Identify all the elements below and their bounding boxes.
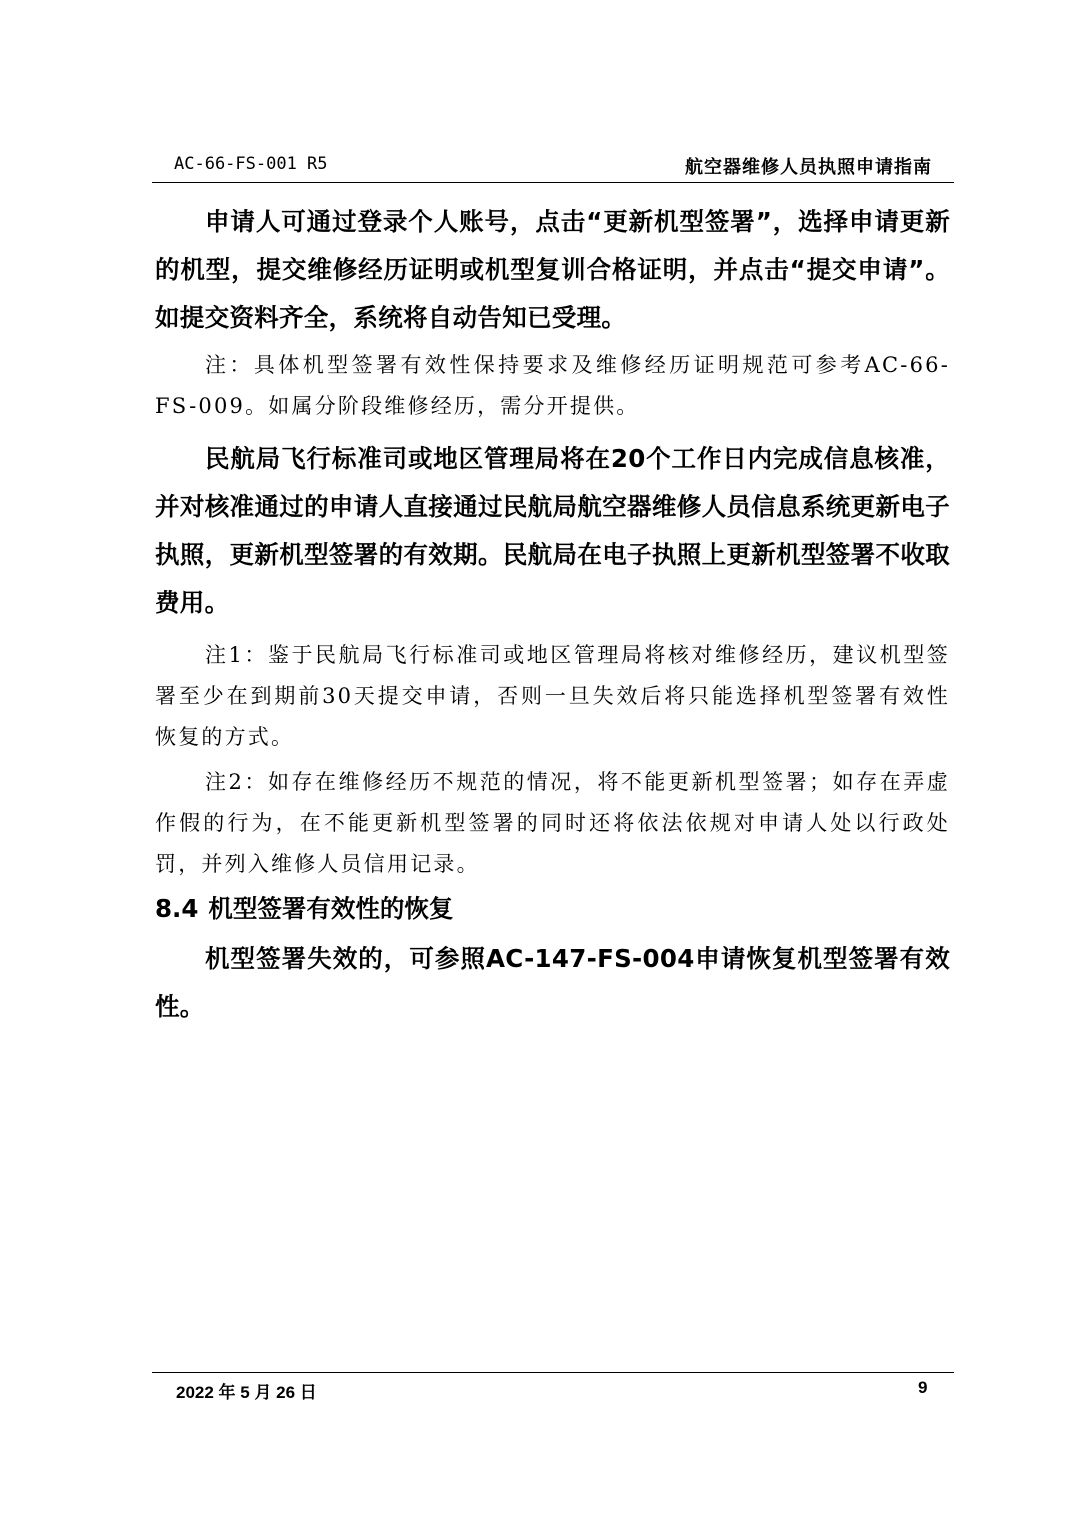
document-code: AC-66-FS-001 R5	[174, 154, 328, 174]
section-number: 8.4	[155, 894, 199, 923]
note-validity-requirements: 注：具体机型签署有效性保持要求及维修经历证明规范可参考AC-66-FS-009。如属分阶段维修经历，需分开提供。	[155, 353, 950, 418]
section-title: 机型签署有效性的恢复	[208, 894, 454, 923]
note-submission-timing: 注1：鉴于民航局飞行标准司或地区管理局将核对维修经历，建议机型签署至少在到期前30天提交申请，否则一旦失效后将只能选择机型签署有效性恢复的方式。	[155, 643, 950, 749]
page-number: 9	[918, 1378, 928, 1397]
body-paragraph-restoration: 机型签署失效的，可参照AC-147-FS-004申请恢复机型签署有效性。	[155, 944, 950, 1021]
footer-divider	[152, 1372, 954, 1373]
section-heading	[155, 889, 950, 929]
page-header	[152, 152, 954, 183]
page-body	[155, 198, 950, 1031]
note-irregular-records: 注2：如存在维修经历不规范的情况，将不能更新机型签署；如存在弄虚作假的行为，在不能更新机型签署的同时还将依法依规对申请人处以行政处罚，并列入维修人员信用记录。	[155, 770, 950, 876]
body-paragraph-update-procedure: 申请人可通过登录个人账号，点击“更新机型签署”，选择申请更新的机型，提交维修经历证明或机型复训合格证明，并点击“提交申请”。如提交资料齐全，系统将自动告知已受理。	[155, 207, 950, 332]
footer-date: 2022 年 5 月 26 日	[176, 1383, 317, 1402]
body-paragraph-verification: 民航局飞行标准司或地区管理局将在20个工作日内完成信息核准，并对核准通过的申请人直接通过民航局航空器维修人员信息系统更新电子执照，更新机型签署的有效期。民航局在电子执照上更新机型签署不收取费用。	[155, 444, 950, 617]
document-title: 航空器维修人员执照申请指南	[685, 157, 932, 178]
